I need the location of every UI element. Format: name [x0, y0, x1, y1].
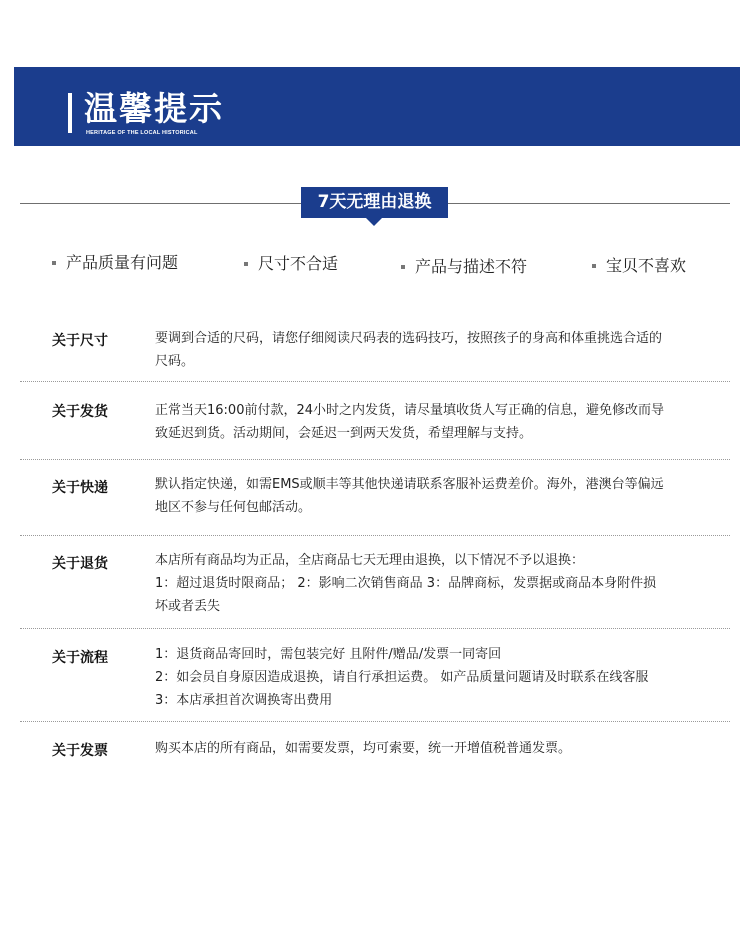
- reason-item: [401, 256, 527, 278]
- section-text-size: [155, 327, 715, 373]
- header-banner: [14, 67, 740, 146]
- section-label-size: 关于尺寸: [52, 333, 108, 349]
- reason-label: 产品与描述不符: [415, 257, 528, 276]
- section-text-process: [155, 643, 715, 712]
- section-line: 尺码。: [155, 354, 195, 369]
- reason-item: [592, 255, 686, 277]
- reason-label: 尺寸不合适: [258, 254, 339, 273]
- reason-label: 宝贝不喜欢: [606, 256, 687, 275]
- reason-item: [52, 252, 178, 274]
- section-label-returns: 关于退货: [52, 556, 108, 572]
- section-divider: [20, 628, 730, 629]
- section-line: 1：超过退货时限商品； 2：影响二次销售商品 3：品牌商标，发票据或商品本身附件损: [155, 576, 657, 591]
- section-label-invoice: 关于发票: [52, 743, 108, 759]
- section-line: 1：退货商品寄回时，需包装完好 且附件/赠品/发票一同寄回: [155, 647, 502, 662]
- section-divider: [20, 459, 730, 460]
- return-policy-badge: 7天无理由退换: [301, 187, 448, 218]
- section-text-returns: [155, 549, 715, 618]
- section-line: 3：本店承担首次调换寄出费用: [155, 693, 333, 708]
- section-divider: [20, 381, 730, 382]
- section-divider: [20, 535, 730, 536]
- bullet-square-icon: [401, 265, 405, 269]
- section-text-shipping: [155, 399, 715, 445]
- section-label-shipping: 关于发货: [52, 404, 108, 420]
- section-line: 正常当天16:00前付款，24小时之内发货，请尽量填收货人写正确的信息，避免修改而导: [155, 403, 665, 418]
- banner-title: 温馨提示: [84, 89, 224, 128]
- banner-subtitle: HERITAGE OF THE LOCAL HISTORICAL: [86, 130, 198, 136]
- section-line: 致延迟到货。活动期间，会延迟一到两天发货，希望理解与支持。: [155, 426, 533, 441]
- section-line: 本店所有商品均为正品，全店商品七天无理由退换，以下情况不予以退换：: [155, 553, 585, 568]
- section-line: 地区不参与任何包邮活动。: [155, 500, 312, 515]
- banner-accent-bar: [68, 93, 72, 133]
- section-line: 要调到合适的尺码，请您仔细阅读尺码表的选码技巧，按照孩子的身高和体重挑选合适的: [155, 331, 663, 346]
- badge-pointer-arrow: [366, 218, 382, 226]
- reason-item: [244, 253, 338, 275]
- section-line: 默认指定快递，如需EMS或顺丰等其他快递请联系客服补运费差价。海外，港澳台等偏远: [155, 477, 664, 492]
- section-line: 坏或者丢失: [155, 599, 221, 614]
- section-label-courier: 关于快递: [52, 480, 108, 496]
- reason-label: 产品质量有问题: [66, 253, 179, 272]
- section-text-courier: [155, 473, 715, 519]
- bullet-square-icon: [592, 264, 596, 268]
- section-line: 购买本店的所有商品，如需要发票，均可索要，统一开增值税普通发票。: [155, 741, 572, 756]
- bullet-square-icon: [244, 262, 248, 266]
- bullet-square-icon: [52, 261, 56, 265]
- section-divider: [20, 721, 730, 722]
- section-text-invoice: [155, 737, 715, 760]
- section-line: 2：如会员自身原因造成退换，请自行承担运费。 如产品质量问题请及时联系在线客服: [155, 670, 649, 685]
- section-label-process: 关于流程: [52, 650, 108, 666]
